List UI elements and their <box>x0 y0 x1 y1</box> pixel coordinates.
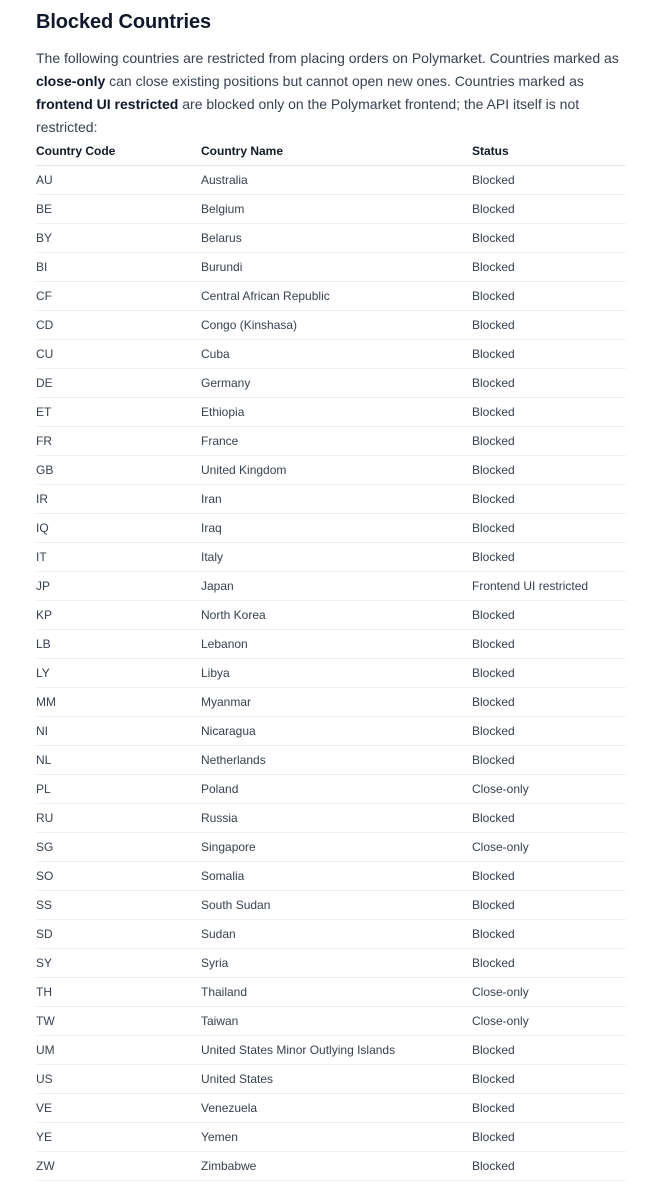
cell-country-code: YE <box>36 1123 201 1152</box>
cell-country-name: Yemen <box>201 1123 472 1152</box>
cell-status: Blocked <box>472 630 626 659</box>
cell-country-code: JP <box>36 572 201 601</box>
cell-country-name: Poland <box>201 775 472 804</box>
table-header <box>36 137 626 166</box>
cell-country-name: Cuba <box>201 340 472 369</box>
table-row <box>36 253 626 282</box>
table-row <box>36 688 626 717</box>
cell-status: Close-only <box>472 833 626 862</box>
cell-country-code: MM <box>36 688 201 717</box>
cell-country-name: Nicaragua <box>201 717 472 746</box>
cell-country-code: AU <box>36 166 201 195</box>
cell-country-code: NI <box>36 717 201 746</box>
cell-country-code: SO <box>36 862 201 891</box>
cell-country-code: LB <box>36 630 201 659</box>
cell-country-code: VE <box>36 1094 201 1123</box>
cell-country-name: Thailand <box>201 978 472 1007</box>
cell-country-name: Taiwan <box>201 1007 472 1036</box>
table-row <box>36 601 626 630</box>
cell-status: Blocked <box>472 485 626 514</box>
cell-country-name: Italy <box>201 543 472 572</box>
table-row <box>36 456 626 485</box>
cell-status: Blocked <box>472 253 626 282</box>
table-row <box>36 978 626 1007</box>
cell-country-name: South Sudan <box>201 891 472 920</box>
cell-country-name: United States <box>201 1065 472 1094</box>
cell-country-name: Singapore <box>201 833 472 862</box>
table-header-row <box>36 137 626 166</box>
cell-country-name: Ethiopia <box>201 398 472 427</box>
table-row <box>36 1007 626 1036</box>
cell-status: Blocked <box>472 688 626 717</box>
table-row <box>36 340 626 369</box>
cell-country-name: United Kingdom <box>201 456 472 485</box>
table-row <box>36 949 626 978</box>
cell-status: Blocked <box>472 282 626 311</box>
table-row <box>36 514 626 543</box>
cell-status: Frontend UI restricted <box>472 572 626 601</box>
cell-country-name: Belgium <box>201 195 472 224</box>
intro-text-3: are blocked only on the Polymarket frontend; the API itself is not restricted: <box>36 96 580 135</box>
cell-country-name: Netherlands <box>201 746 472 775</box>
table-row <box>36 1152 626 1181</box>
cell-country-name: Iraq <box>201 514 472 543</box>
cell-country-code: ET <box>36 398 201 427</box>
cell-country-name: Lebanon <box>201 630 472 659</box>
cell-country-name: Libya <box>201 659 472 688</box>
cell-country-code: BE <box>36 195 201 224</box>
cell-country-name: France <box>201 427 472 456</box>
cell-country-code: RU <box>36 804 201 833</box>
cell-status: Blocked <box>472 601 626 630</box>
cell-country-code: CD <box>36 311 201 340</box>
cell-country-name: Iran <box>201 485 472 514</box>
cell-country-code: PL <box>36 775 201 804</box>
table-row <box>36 369 626 398</box>
cell-country-name: Sudan <box>201 920 472 949</box>
cell-country-name: Japan <box>201 572 472 601</box>
cell-country-code: IQ <box>36 514 201 543</box>
cell-status: Blocked <box>472 920 626 949</box>
cell-status: Blocked <box>472 398 626 427</box>
table-row <box>36 572 626 601</box>
intro-bold-close-only: close-only <box>36 73 106 89</box>
table-row <box>36 775 626 804</box>
cell-country-code: US <box>36 1065 201 1094</box>
blocked-countries-table <box>36 137 626 1181</box>
cell-country-name: Burundi <box>201 253 472 282</box>
table-row <box>36 746 626 775</box>
table-row <box>36 659 626 688</box>
table-row <box>36 195 626 224</box>
table-row <box>36 1094 626 1123</box>
cell-status: Blocked <box>472 369 626 398</box>
cell-status: Blocked <box>472 1123 626 1152</box>
intro-bold-frontend-restricted: frontend UI restricted <box>36 96 179 112</box>
table-row <box>36 166 626 195</box>
cell-status: Blocked <box>472 717 626 746</box>
table-row <box>36 485 626 514</box>
cell-status: Blocked <box>472 862 626 891</box>
table-row <box>36 543 626 572</box>
table-row <box>36 398 626 427</box>
cell-status: Blocked <box>472 1065 626 1094</box>
cell-country-name: North Korea <box>201 601 472 630</box>
table-row <box>36 891 626 920</box>
table-body <box>36 166 626 1181</box>
cell-status: Close-only <box>472 1007 626 1036</box>
intro-paragraph <box>36 47 628 139</box>
table-row <box>36 1065 626 1094</box>
cell-status: Blocked <box>472 746 626 775</box>
header-country-name: Country Name <box>201 137 472 166</box>
table-row <box>36 224 626 253</box>
cell-status: Blocked <box>472 340 626 369</box>
table-row <box>36 717 626 746</box>
cell-country-code: CF <box>36 282 201 311</box>
cell-status: Close-only <box>472 978 626 1007</box>
cell-country-code: CU <box>36 340 201 369</box>
cell-country-code: NL <box>36 746 201 775</box>
cell-country-code: UM <box>36 1036 201 1065</box>
table-row <box>36 833 626 862</box>
cell-status: Blocked <box>472 949 626 978</box>
cell-status: Blocked <box>472 659 626 688</box>
cell-country-code: SS <box>36 891 201 920</box>
cell-country-code: SY <box>36 949 201 978</box>
cell-status: Blocked <box>472 1036 626 1065</box>
table-row <box>36 427 626 456</box>
cell-status: Blocked <box>472 166 626 195</box>
cell-status: Blocked <box>472 1152 626 1181</box>
table-row <box>36 311 626 340</box>
cell-country-code: KP <box>36 601 201 630</box>
cell-country-code: LY <box>36 659 201 688</box>
table-row <box>36 862 626 891</box>
cell-country-code: SG <box>36 833 201 862</box>
cell-status: Blocked <box>472 543 626 572</box>
intro-text-1: The following countries are restricted from placing orders on Polymarket. Countries marked as <box>36 50 619 66</box>
cell-country-code: IR <box>36 485 201 514</box>
cell-country-name: United States Minor Outlying Islands <box>201 1036 472 1065</box>
table-row <box>36 804 626 833</box>
cell-country-code: GB <box>36 456 201 485</box>
cell-country-code: BY <box>36 224 201 253</box>
cell-country-name: Zimbabwe <box>201 1152 472 1181</box>
cell-status: Blocked <box>472 427 626 456</box>
table-row <box>36 920 626 949</box>
header-status: Status <box>472 137 626 166</box>
cell-country-code: TH <box>36 978 201 1007</box>
cell-country-code: IT <box>36 543 201 572</box>
header-country-code: Country Code <box>36 137 201 166</box>
page-title: Blocked Countries <box>36 11 211 33</box>
cell-country-code: FR <box>36 427 201 456</box>
cell-country-code: BI <box>36 253 201 282</box>
cell-status: Blocked <box>472 456 626 485</box>
cell-country-name: Russia <box>201 804 472 833</box>
cell-country-name: Venezuela <box>201 1094 472 1123</box>
cell-country-code: SD <box>36 920 201 949</box>
cell-status: Close-only <box>472 775 626 804</box>
cell-country-name: Belarus <box>201 224 472 253</box>
table-row <box>36 630 626 659</box>
cell-status: Blocked <box>472 195 626 224</box>
cell-country-name: Germany <box>201 369 472 398</box>
cell-country-name: Myanmar <box>201 688 472 717</box>
cell-country-name: Australia <box>201 166 472 195</box>
intro-text-2: can close existing positions but cannot open new ones. Countries marked as <box>105 73 584 89</box>
cell-status: Blocked <box>472 1094 626 1123</box>
cell-country-name: Syria <box>201 949 472 978</box>
table-row <box>36 1036 626 1065</box>
cell-status: Blocked <box>472 891 626 920</box>
cell-country-code: DE <box>36 369 201 398</box>
cell-status: Blocked <box>472 311 626 340</box>
cell-country-code: TW <box>36 1007 201 1036</box>
cell-status: Blocked <box>472 224 626 253</box>
cell-country-code: ZW <box>36 1152 201 1181</box>
cell-status: Blocked <box>472 514 626 543</box>
table-row <box>36 282 626 311</box>
cell-country-name: Central African Republic <box>201 282 472 311</box>
table-row <box>36 1123 626 1152</box>
cell-country-name: Somalia <box>201 862 472 891</box>
cell-country-name: Congo (Kinshasa) <box>201 311 472 340</box>
cell-status: Blocked <box>472 804 626 833</box>
